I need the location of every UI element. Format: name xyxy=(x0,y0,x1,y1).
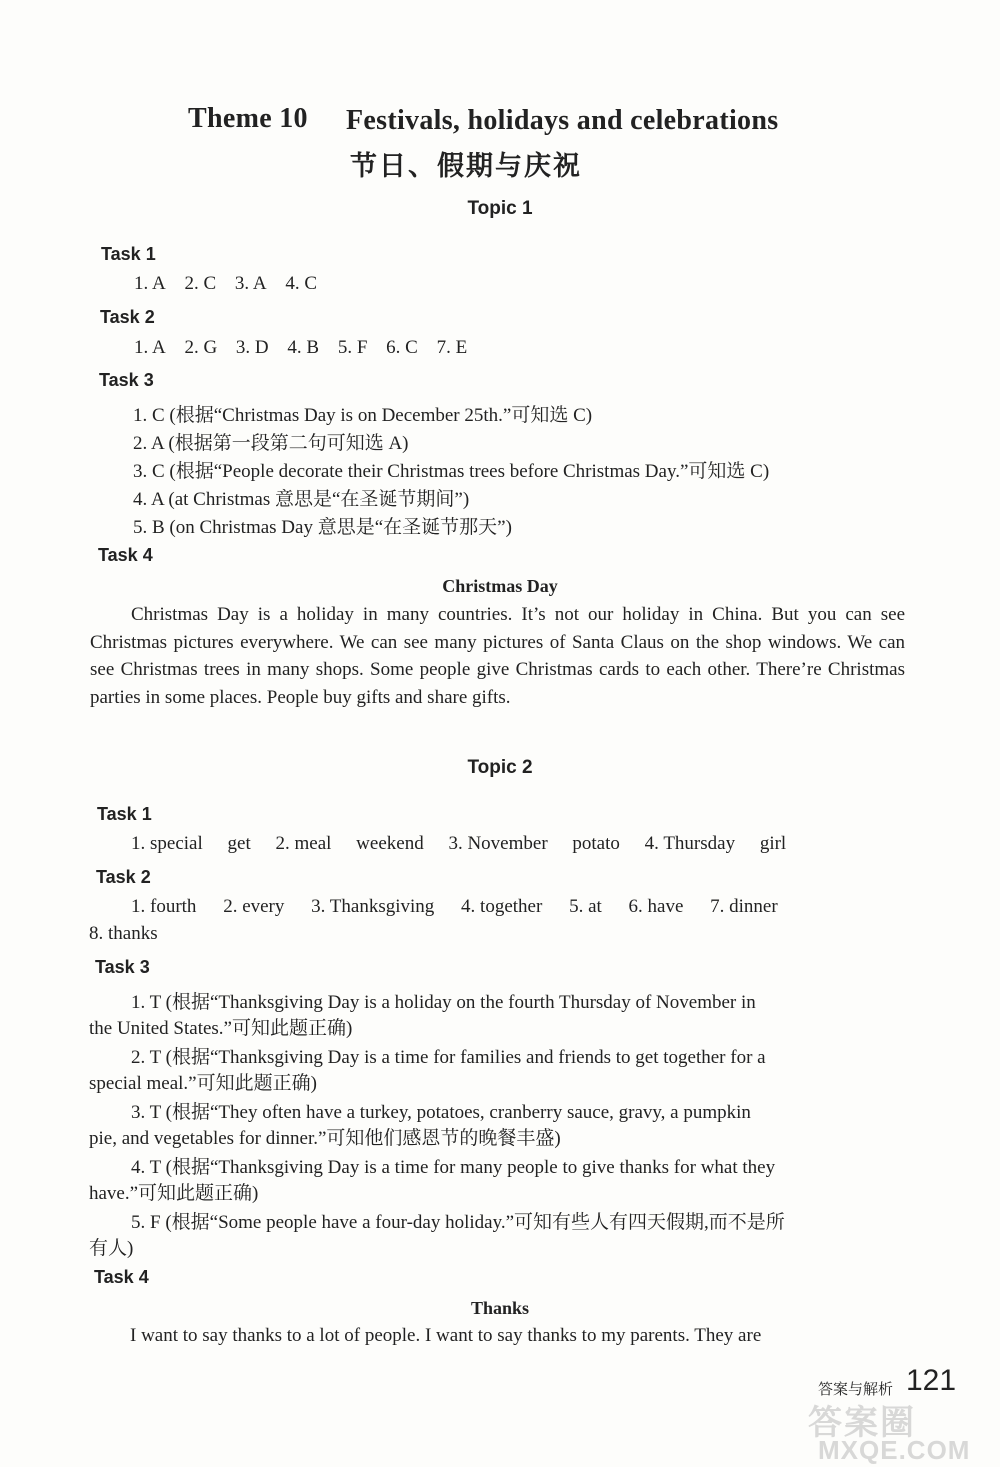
answer: 3. A xyxy=(234,273,267,294)
answer: 5. at xyxy=(569,896,602,917)
answer: 3. November xyxy=(448,833,548,854)
topic1-task1-label: Task 1 xyxy=(101,244,156,264)
topic2-task1-label: Task 1 xyxy=(97,804,152,824)
answer: potato xyxy=(572,833,620,854)
answer: 5. F xyxy=(337,337,368,358)
list-item-continuation: special meal.”可知此题正确) xyxy=(89,1073,317,1094)
topic2-task1-answers xyxy=(131,833,786,855)
answer: 4. Thursday xyxy=(644,833,736,854)
passage-title: Christmas Day xyxy=(442,576,558,596)
page-number: 121 xyxy=(906,1364,957,1397)
answer: 2. meal xyxy=(275,833,332,854)
list-item: 3. C (根据“People decorate their Christmas trees before Christmas Day.”可知选 C) xyxy=(133,461,770,482)
list-item: 4. A (at Christmas 意思是“在圣诞节期间”) xyxy=(133,489,470,510)
answer: 8. thanks xyxy=(89,923,158,944)
theme-title: Festivals, holidays and celebrations xyxy=(346,105,779,136)
answer: 3. D xyxy=(235,337,269,358)
answer: get xyxy=(227,833,251,854)
answer: 7. dinner xyxy=(710,896,778,917)
list-item: 2. T (根据“Thanksgiving Day is a time for families and friends to get together for a xyxy=(131,1047,766,1068)
answer: 2. G xyxy=(184,337,218,358)
list-item: 2. A (根据第一段第二句可知选 A) xyxy=(133,433,409,454)
list-item-continuation: have.”可知此题正确) xyxy=(89,1183,259,1204)
passage-text: Christmas Day is a holiday in many countries. It’s not our holiday in China. But you can see Christmas pictures everywhere. We can see many pictures of Santa Claus on the shop windows. We can see Christmas trees in many shops. Some people give Christmas cards to each other. There’re Christmas parties in some places. People buy gifts and share gifts. xyxy=(90,604,905,708)
answer: 4. C xyxy=(285,273,317,294)
list-item-continuation: the United States.”可知此题正确) xyxy=(89,1018,353,1039)
answer: 1. special xyxy=(131,833,203,854)
topic1-task3-label: Task 3 xyxy=(99,370,154,390)
answer: 2. every xyxy=(223,896,285,917)
theme-number: Theme 10 xyxy=(188,103,308,134)
list-item: 5. F (根据“Some people have a four-day holiday.”可知有些人有四天假期,而不是所 xyxy=(131,1212,785,1233)
passage-text: I want to say thanks to a lot of people. I want to say thanks to my parents. They are xyxy=(130,1325,762,1346)
topic2-task4-label: Task 4 xyxy=(94,1267,149,1287)
topic1-task2-answers xyxy=(134,337,467,359)
answer: 2. C xyxy=(184,273,217,294)
watermark-logo: 答案圈 xyxy=(808,1404,916,1442)
list-item-continuation: 有人) xyxy=(89,1238,134,1259)
answer: 4. together xyxy=(461,896,543,917)
answer: 6. have xyxy=(628,896,684,917)
list-item-continuation: pie, and vegetables for dinner.”可知他们感恩节的晚餐丰盛) xyxy=(89,1128,561,1149)
answer: 4. B xyxy=(287,337,320,358)
footer-label: 答案与解析 xyxy=(818,1380,894,1398)
topic1-task1-answers xyxy=(134,273,317,295)
answer: 7. E xyxy=(436,337,468,358)
answer: 1. A xyxy=(134,273,166,294)
topic2-task2-label: Task 2 xyxy=(96,867,151,887)
topic1-task4-label: Task 4 xyxy=(98,545,153,565)
topic2-task2-answers xyxy=(131,896,778,918)
list-item: 1. C (根据“Christmas Day is on December 25th.”可知选 C) xyxy=(133,405,593,426)
list-item: 3. T (根据“They often have a turkey, potatoes, cranberry sauce, gravy, a pumpkin xyxy=(131,1102,751,1123)
answer: girl xyxy=(759,833,787,854)
answer: 1. A xyxy=(134,337,166,358)
list-item: 5. B (on Christmas Day 意思是“在圣诞节那天”) xyxy=(133,517,512,538)
topic-2-heading: Topic 2 xyxy=(467,757,533,778)
theme-title-zh: 节日、假期与庆祝 xyxy=(350,151,582,182)
passage-title: Thanks xyxy=(470,1298,530,1318)
watermark-url: MXQE.COM xyxy=(818,1435,971,1465)
answer: 3. Thanksgiving xyxy=(311,896,435,917)
topic-1-heading: Topic 1 xyxy=(467,198,533,219)
topic1-task2-label: Task 2 xyxy=(100,307,155,327)
answer: 6. C xyxy=(386,337,418,358)
answer: weekend xyxy=(356,833,424,854)
answer: 1. fourth xyxy=(131,896,197,917)
list-item: 4. T (根据“Thanksgiving Day is a time for many people to give thanks for what they xyxy=(131,1157,776,1178)
list-item: 1. T (根据“Thanksgiving Day is a holiday on the fourth Thursday of November in xyxy=(131,992,756,1013)
topic2-task3-label: Task 3 xyxy=(95,957,150,977)
